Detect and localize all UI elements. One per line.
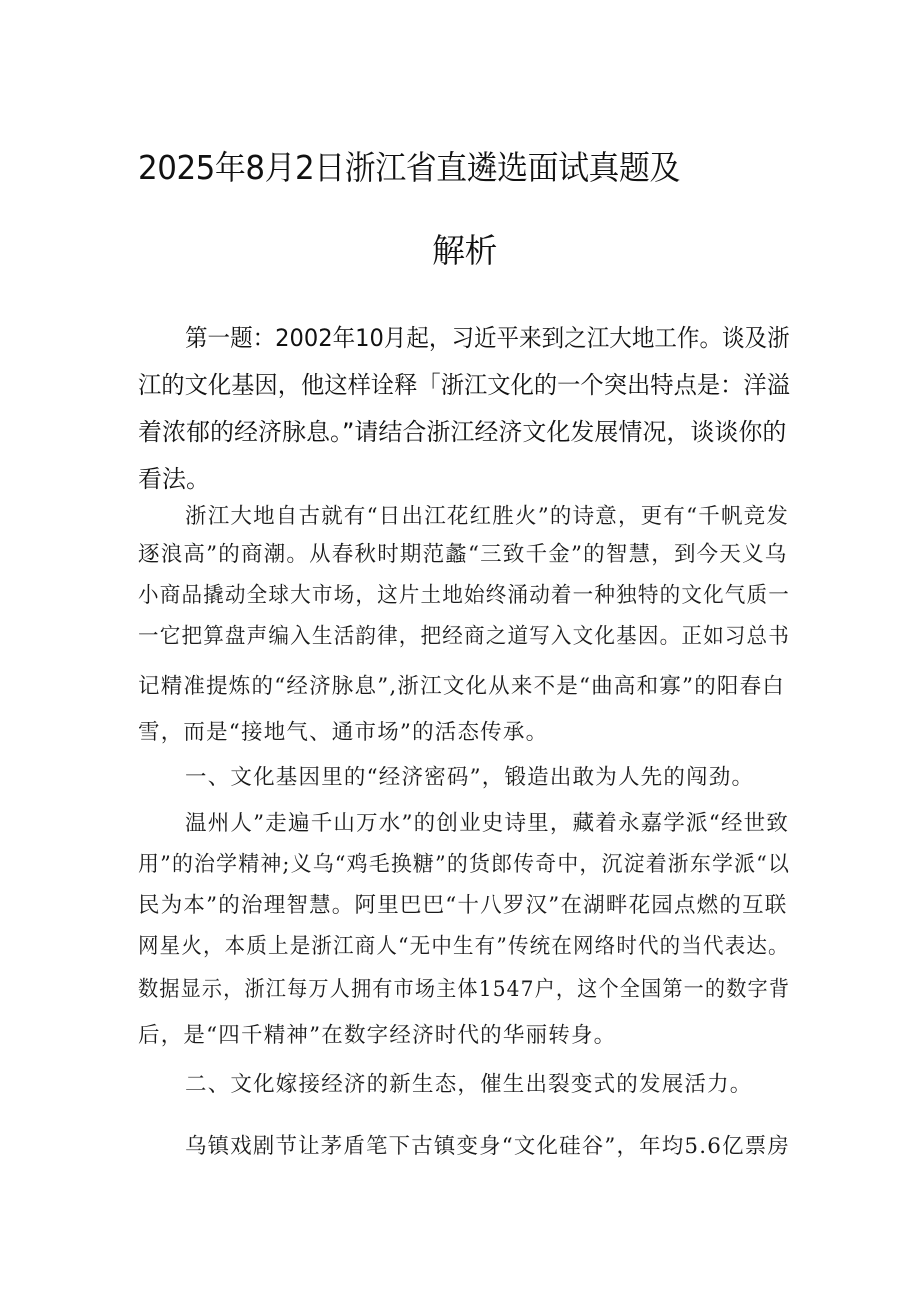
paragraph-line: 温州人”走遍千山万水”的创业史诗里，藏着永嘉学派“经世致 [185, 811, 790, 836]
paragraph-line: 网星火，本质上是浙江商人“无中生有”传统在网络时代的当代表达。 [138, 934, 790, 959]
paragraph-line: 用”的治学精神;义乌“鸡毛换糖”的货郎传奇中，沉淀着浙东学派“以 [138, 852, 791, 877]
paragraph-line: 雪，而是“接地气、通市场”的活态传承。 [138, 720, 549, 745]
question-line: 着浓郁的经济脉息。”请结合浙江经济文化发展情况，谈谈你的 [138, 418, 787, 446]
question-line: 看法。 [138, 465, 210, 493]
document-title-line-2: 解析 [432, 231, 497, 270]
paragraph-line: 乌镇戏剧节让茅盾笔下古镇变身“文化硅谷”，年均5.6亿票房 [185, 1134, 790, 1159]
document-title-line-1: 2025年8月2日浙江省直遴选面试真题及 [138, 148, 680, 187]
paragraph-line: 浙江大地自古就有“日出江花红胜火”的诗意，更有“千帆竞发 [185, 504, 790, 529]
paragraph-line: 民为本”的治理智慧。阿里巴巴“十八罗汉”在湖畔花园点燃的互联 [138, 893, 788, 918]
paragraph-line: 数据显示，浙江每万人拥有市场主体1547户，这个全国第一的数字背 [138, 977, 791, 1002]
paragraph-line: 后，是“四千精神”在数字经济时代的华丽转身。 [138, 1023, 617, 1048]
paragraph-line: 一它把算盘声编入生活韵律，把经商之道写入文化基因。正如习总书 [138, 624, 791, 649]
section-heading-2: 二、文化嫁接经济的新生态，催生出裂变式的发展活力。 [185, 1072, 753, 1097]
question-line: 江的文化基因，他这样诠释「浙江文化的一个突出特点是：洋溢 [138, 371, 790, 399]
paragraph-line: 逐浪高”的商潮。从春秋时期范蠡“三致千金”的智慧，到今天义乌 [138, 542, 788, 567]
section-heading-1: 一、文化基因里的“经济密码”，锻造出敢为人先的闯劲。 [185, 765, 755, 790]
paragraph-line: 记精准提炼的“经济脉息”,浙江文化从来不是“曲高和寡”的阳春白 [138, 674, 786, 699]
paragraph-line: 小商品撬动全球大市场，这片土地始终涌动着一种独特的文化气质一 [138, 583, 791, 608]
question-line: 第一题：2002年10月起，习近平来到之江大地工作。谈及浙 [185, 324, 790, 352]
